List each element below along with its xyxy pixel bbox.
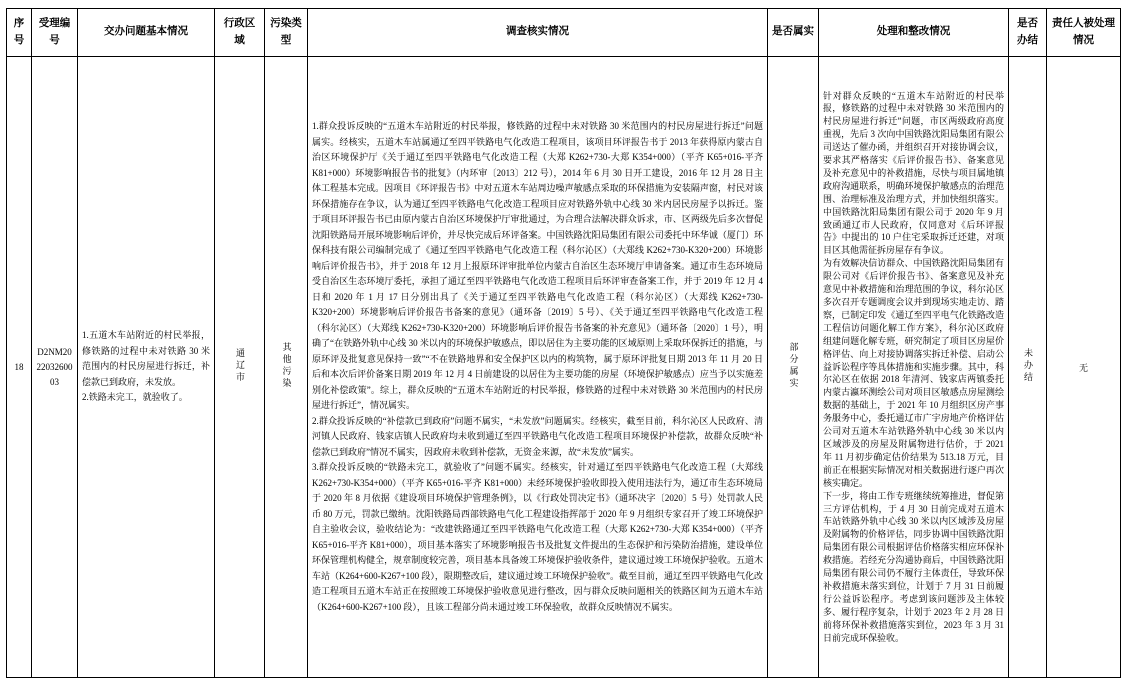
cell-is-verified: [768, 57, 819, 678]
cell-region: [215, 57, 265, 678]
table-row: [7, 57, 1121, 678]
is-verified-value: 部分属实: [788, 342, 799, 390]
cell-investigation: [308, 57, 768, 678]
is-concluded-value: 未办结: [1023, 348, 1033, 384]
cell-rectification: [819, 57, 1009, 678]
cell-serial-number: 18: [7, 57, 32, 678]
header-is-concluded: 是否办结: [1009, 9, 1047, 57]
header-problem: 交办问题基本情况: [78, 9, 215, 57]
header-investigation: 调查核实情况: [308, 9, 768, 57]
cell-acceptance-number: D2NM202203260003: [32, 57, 78, 678]
header-acceptance-number: 受理编号: [32, 9, 78, 57]
problem-item: 2.铁路未完工，就验收了。: [82, 392, 188, 403]
investigation-paragraph: 3.群众投诉反映的“铁路未完工，就验收了”问题不属实。经核实，针对通辽至四平铁路电气化改造工程（大郑线 K262+730-K354+000）（平齐 K65+016-平齐 K81+000）未经环境保护验收即投入使用违法行为，通辽市生态环境局于 2020 年 8 月依据《建设项目环境保护管理条例》，以《行政处罚决定书》（通环决字〔2020〕5 号）处罚款人民币 80 万元，罚款已缴纳。沈阳铁路局西部铁路电气化工程建设指挥部于 2020 年 9 月组织专家召开了竣工环境保护自主验收会议，验收结论为：“改建铁路通辽至四平铁路电气化改造工程（大郑 K262+730-大郑 K354+000）（平齐 K65+016-平齐 K81+000），项目基本落实了环境影响报告书及批复文件提出的生态保护和污染防治措施，建设单位环保管理机构健全，规章制度较完善，项目基本具备竣工环境保护验收条件，建议通过竣工环境保护验收。五道木车站（K264+600-K267+100 段），限期整改后，建议通过竣工环境保护验收”。截至目前，通辽至四平铁路电气化改造工程项目五道木车站正在按照竣工环境保护验收意见进行整改，因与群众反映问题相关的铁路区间为五道木车站（K264+600-K267+100 段），且该工程部分尚未通过竣工环保验收，故群众反映情况不属实。: [312, 462, 763, 612]
header-responsible: 责任人被处理情况: [1047, 9, 1121, 57]
rectification-paragraph: 下一步，将由工作专班继续统筹推进，督促第三方评估机构，于 4 月 30 日前完成对五道木车站铁路外轨中心线 30 米以内区域涉及房屋及附属物的价格评估，同步协调中国铁路沈阳局集团有限公司根据评估价格落实相应环保补救措施。若经充分沟通协商后，中国铁路沈阳局集团有限公司仍不履行主体责任，导致环保补救措施未落实到位，计划于 7 月 31 日前履行公益诉讼程序。考虑到该问题涉及主体较多、履行程序复杂，计划于 2023 年 2 月 28 日前将环保补救措施落实到位，2023 年 3 月 31 日前完成环保验收。: [823, 490, 1004, 643]
header-is-verified: 是否属实: [768, 9, 819, 57]
header-row: [7, 9, 1121, 57]
cell-pollution-type: [265, 57, 308, 678]
investigation-paragraph: 2.群众投诉反映的“补偿款已到政府”问题不属实，“未发放”问题属实。经核实，截至目前，科尔沁区人民政府、清河镇人民政府、钱家店镇人民政府均未收到通辽至四平铁路电气化改造工程项目环境保护补偿款，故群众反映“补偿款已到政府”情况不属实，因政府未收到补偿款，无资金来源，故“未发放”属实。: [312, 415, 763, 457]
rectification-paragraph: 为有效解决信访群众、中国铁路沈阳局集团有限公司对《后评价报告书》、备案意见及补充意见中补救措施和治理范围的争议，科尔沁区多次召开专题调度会议并到现场实地走访、踏察，已制定印发《通辽至四平电气化铁路改造工程信访问题化解工作方案》，科尔沁区政府组建问题化解专班，研究制定了项目区房屋价格评估、向上对接协调落实拆迁补偿、启动公益诉讼程序等具体措施和实施步骤。其中，科尔沁区在依据 2018 年清河、钱家店两镇委托内蒙古瀛环测绘公司对项目区敏感点房屋测绘数据的基础上，于 2021 年 10 月组织区房产事务服务中心，委托通辽市广宇房地产价格评估公司对五道木车站铁路外轨中心线 30 米以内区域涉及的房屋及附属物进行估价，于 2021 年 11 月初步确定估价结果为 513.18 万元，目前正在根据实际情况对相关数据进行逐户再次核实确定。: [823, 258, 1004, 488]
region-value: 通辽市: [235, 348, 245, 384]
complaint-handling-table: [6, 8, 1121, 678]
cell-problem-description: [78, 57, 215, 678]
header-region: 行政区域: [215, 9, 265, 57]
header-serial: 序号: [7, 9, 32, 57]
cell-is-concluded: [1009, 57, 1047, 678]
problem-item: 1.五道木车站附近的村民举报，修铁路的过程中未对铁路 30 米范围内的村民房屋进行拆迁，补偿款已到政府，未发放。: [82, 330, 210, 387]
investigation-paragraph: 1.群众投诉反映的“五道木车站附近的村民举报，修铁路的过程中未对铁路 30 米范围内的村民房屋进行拆迁”问题属实。经核实，五道木车站属通辽至四平铁路电气化改造工程项目，该项目环评报告书于 2013 年获得原内蒙古自治区环境保护厅《关于通辽至四平铁路电气化改造工程（大郑 K262+730-大郑 K354+000）（平齐 K65+016-平齐 K81+000）环境影响报告书的批复》（内环审〔2013〕212 号），2014 年 6 月 30 日开工建设，2016 年 12 月 28 日主体工程基本完成。因项目《环评报告书》中对五道木车站周边噪声敏感点采取的环保措施为安装隔声窗，村民对该环保措施存在争议，认为通辽至四平铁路电气化改造工程项目应对铁路外轨中心线 30 米内居民房屋予以拆迁。鉴于项目环评报告书已由原内蒙古自治区环境保护厅审批通过，为合理合法解决群众诉求，市、区两级先后多次督促沈阳铁路局开展环境影响后评价，并尽快完成后环评备案。中国铁路沈阳局集团有限公司委托中环华诚（厦门）环保科技有限公司编制完成了《通辽至四平铁路电气化改造工程（科尔沁区）（大郑线 K262+730-K320+200）环境影响后评价报告书》，并于 2018 年 12 月上报原环评审批单位内蒙古自治区生态环境厅申请备案。通辽市生态环境局受自治区生态环境厅委托，承担了通辽至四平铁路电气化改造工程项目后环评审查备案工作，并于 2019 年 12 月 4 日和 2020 年 1 月 17 日分别出具了《关于通辽至四平铁路电气化改造工程（科尔沁区）（大郑线 K262+730-K320+200）环境影响后评价报告书备案的意见》（通环备〔2019〕5 号）、《关于通辽至四平铁路电气化改造工程（科尔沁区）（大郑线 K262+730-K320+200）环境影响后评价报告书备案的补充意见》（通环备〔2020〕1 号），明确了“在铁路外轨中心线 30 米以内的环境保护敏感点，即以居住为主要功能的区域原则上采取环保拆迁的措施，与原环评及批复意见保持一致”“不在铁路地界和安全保护区以内的构筑物，属于原环评批复日期 2013 年 11 月 20 日后和本次后评价备案日期 2019 年 12 月 4 日前建设的以居住为主要功能的房屋（环境保护敏感点）应当予以实施差别化补偿政策”。综上，群众反映的“五道木车站附近的村民举报，修铁路的过程中未对铁路 30 米范围内的村民房屋进行拆迁”，情况属实。: [312, 121, 763, 410]
rectification-paragraph: 针对群众反映的“五道木车站附近的村民举报，修铁路的过程中未对铁路 30 米范围内的村民房屋进行拆迁”问题，市区两级政府高度重视，先后 3 次向中国铁路沈阳局集团有限公司送达了催办函，并组织召开对接协调会议，要求其严格落实《后评价报告书》、备案意见及补充意见中的补救措施，尽快与项目属地镇政府沟通联系，明确环境保护敏感点的治理范围、治理标准及治理方式，并加快组织落实。中国铁路沈阳局集团有限公司于 2020 年 9 月致函通辽市人民政府，仅同意对《后环评报告》中提出的 10 户住宅采取拆迁还建，对项目区其他需征拆房屋存有争议。: [823, 90, 1004, 256]
header-pollution-type: 污染类型: [265, 9, 308, 57]
pollution-type-value: 其他污染: [281, 342, 292, 390]
cell-responsible-person: 无: [1047, 57, 1121, 678]
header-rectification: 处理和整改情况: [819, 9, 1009, 57]
